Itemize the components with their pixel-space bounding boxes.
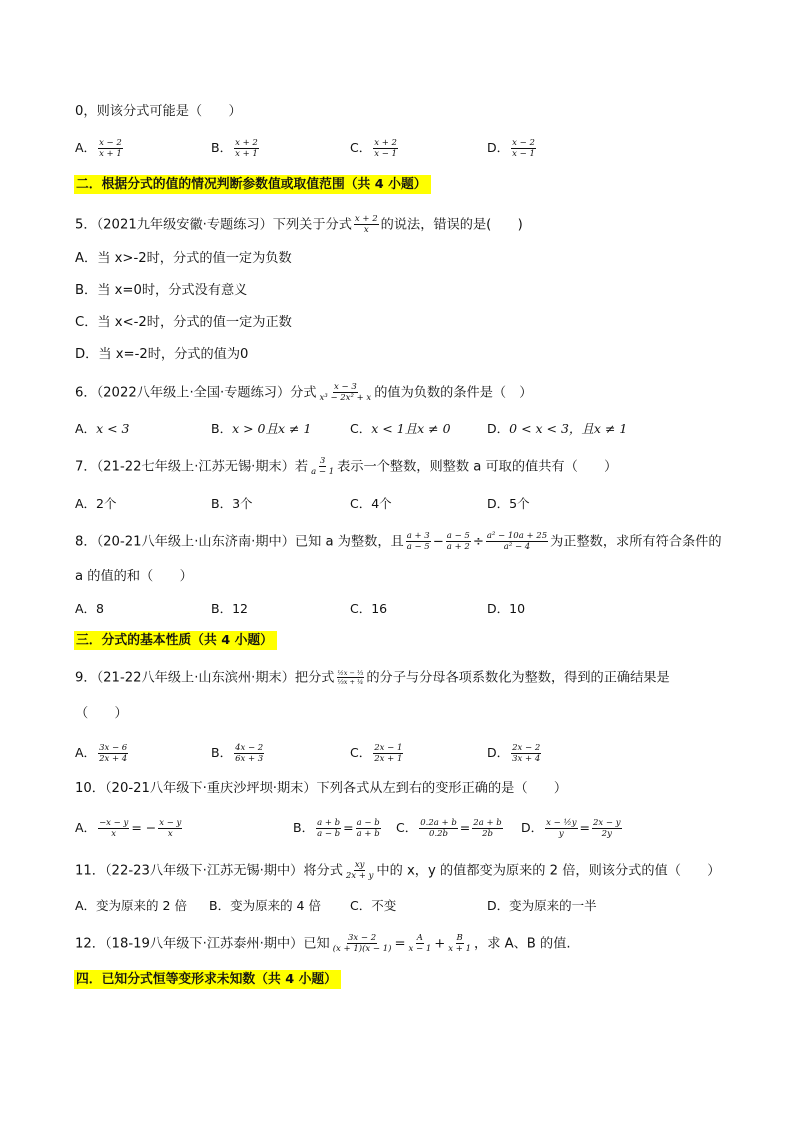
denominator: x + 1: [235, 149, 258, 159]
q5-option-a: A．当 x>-2时，分式的值一定为负数: [75, 251, 292, 266]
option-label: A．: [75, 745, 97, 760]
denominator: 6x + 3: [235, 754, 264, 764]
denominator: a² − 4: [503, 542, 531, 552]
numerator: 3x − 6: [99, 743, 128, 753]
fraction: [419, 818, 458, 839]
option-label: B．: [211, 421, 233, 436]
question-12: [75, 933, 571, 954]
section-heading-4: 四．已知分式恒等变形求未知数（共 4 小题）: [74, 970, 341, 989]
option-label: B．: [211, 140, 233, 155]
q7-option-a: A．2个: [75, 496, 117, 511]
question-text: 为正整数，求所有符合条件的: [550, 534, 722, 550]
question-10: 10．（20-21八年级下·重庆沙坪坝·期末）下列各式从左到右的变形正确的是（ ）: [75, 781, 568, 796]
denominator: 2x + y: [345, 871, 374, 881]
question-5: [75, 214, 523, 235]
numerator: a + 3: [406, 531, 430, 541]
question-11: [75, 860, 721, 881]
numerator: a² − 10a + 25: [486, 531, 548, 541]
denominator: a − b: [317, 829, 341, 839]
question-9-line-2: （ ）: [75, 706, 128, 721]
denominator: 2x + 4: [99, 754, 128, 764]
option-math: x < 3: [96, 421, 130, 436]
option-label: C．: [350, 421, 372, 436]
q10-option-b: [293, 818, 383, 839]
question-text: 中的 x，y 的值都变为原来的 2 倍，则该分式的值（ ）: [376, 863, 721, 879]
question-text: 9．（21-22八年级上·山东滨州·期末）把分式: [75, 670, 335, 686]
fraction: [98, 743, 128, 764]
fraction: [511, 743, 541, 764]
q8-option-c: C．16: [350, 601, 388, 616]
question-text: 7．（21-22七年级上·江苏无锡·期末）若: [75, 459, 309, 475]
q6-option-b: [211, 420, 311, 438]
q5-option-c: C．当 x<-2时，分式的值一定为正数: [75, 315, 292, 330]
compound-fraction: [337, 669, 365, 686]
question-text: 的值为负数的条件是（ ）: [374, 385, 533, 401]
operator: =: [579, 820, 590, 835]
fraction: [592, 818, 622, 839]
fraction: [316, 818, 341, 839]
q5-option-d: D．当 x=-2时，分式的值为0: [75, 347, 249, 362]
q5-option-b: B．当 x=0时，分式没有意义: [75, 283, 248, 298]
fraction: [98, 818, 129, 839]
numerator: x − 2: [512, 138, 535, 148]
question-7: [75, 456, 617, 477]
question-text: 11．（22-23八年级下·江苏无锡·期中）将分式: [75, 863, 343, 879]
denominator: 0.2b: [429, 829, 448, 839]
question-6: [75, 382, 532, 403]
numerator: 2x − 2: [512, 743, 541, 753]
q9-option-a: [75, 743, 130, 764]
numerator: x − 3: [334, 382, 357, 392]
q6-option-c: [350, 420, 451, 438]
fraction: [319, 382, 373, 403]
option-label: D．: [487, 745, 510, 760]
numerator: a − b: [356, 818, 380, 828]
fraction: [472, 818, 502, 839]
q7-option-d: D．5个: [487, 496, 530, 511]
q8-option-d: D．10: [487, 601, 526, 616]
q7-option-c: C．4个: [350, 496, 392, 511]
q11-option-a: A．变为原来的 2 倍: [75, 898, 187, 913]
question-text: 12．（18-19八年级下·江苏泰州·期中）已知: [75, 936, 330, 952]
operator: = −: [131, 820, 157, 835]
fraction: [158, 818, 182, 839]
q9-option-b: [211, 743, 266, 764]
numerator: 3x − 2: [348, 933, 377, 943]
numerator: x − y: [159, 818, 182, 828]
q6-option-d: [487, 420, 627, 438]
numerator: x − 2: [99, 138, 122, 148]
section-heading-2: 二．根据分式的值的情况判断参数值或取值范围（共 4 小题）: [74, 175, 431, 194]
fraction: [345, 860, 375, 881]
fraction: [447, 933, 472, 954]
fraction: [406, 531, 431, 552]
option-label: D．: [487, 140, 510, 155]
numerator: −x − y: [99, 818, 129, 828]
q8-option-a: A．8: [75, 601, 105, 616]
fraction: [486, 531, 548, 552]
numerator: 3: [319, 456, 326, 466]
q10-option-a: [75, 818, 184, 839]
denominator: x: [111, 829, 117, 839]
option-math: x < 1且x ≠ 0: [371, 421, 451, 436]
fraction: [332, 933, 393, 954]
denominator: x: [167, 829, 173, 839]
question-text: 5．（2021九年级安徽·专题练习）下列关于分式: [75, 217, 352, 233]
fraction: [408, 933, 433, 954]
question-8: 8．（20-21八年级上·山东济南·期中）已知 a 为整数，且 $\frac{a + 3}{a - 5}$ − $\frac{a - 5}{a + 2}$ ÷ $\frac{\text{a² − 10a + 25}}{\text{a² − 4}}$ 为正整数，求所有符合条件的: [75, 531, 722, 552]
option-label: D．: [487, 421, 510, 436]
option-label: C．: [396, 820, 418, 835]
numerator: 2a + b: [473, 818, 502, 828]
question-text: 6．（2022八年级上·全国·专题练习）分式: [75, 385, 317, 401]
numerator: a − 5: [446, 531, 470, 541]
question-text: 表示一个整数，则整数 a 可取的值共有（ ）: [337, 459, 618, 475]
denominator: 2y: [601, 829, 612, 839]
q11-option-b: B．变为原来的 4 倍: [209, 898, 321, 913]
option-label: D．: [521, 820, 544, 835]
denominator: 3x + 4: [512, 754, 541, 764]
denominator: x − 1: [408, 944, 432, 954]
denominator: (x + 1)(x − 1): [332, 944, 392, 954]
denominator: a − 1: [311, 467, 335, 477]
section-heading-3: 三．分式的基本性质（共 4 小题）: [74, 631, 277, 650]
numerator: xy: [354, 860, 365, 870]
numerator: x + 2: [374, 138, 397, 148]
fraction: [234, 138, 259, 159]
q10-option-c: [396, 818, 505, 839]
option-math: 0 < x < 3，且x ≠ 1: [509, 421, 628, 436]
fraction: [234, 743, 264, 764]
numerator: 4x − 2: [235, 743, 264, 753]
numerator: 2x − 1: [374, 743, 403, 753]
question-8-line-2: a 的值的和（ ）: [75, 569, 193, 584]
denominator: x − 1: [512, 149, 535, 159]
fraction: [545, 818, 577, 839]
q9-option-d: [487, 743, 543, 764]
numerator: A: [416, 933, 423, 943]
numerator: 0.2a + b: [420, 818, 457, 828]
option-label: A．: [75, 820, 97, 835]
denominator: x + 1: [448, 944, 472, 954]
fraction: [373, 743, 403, 764]
option-label: C．: [350, 745, 372, 760]
denominator: x: [363, 225, 369, 235]
question-text: 8．（20-21八年级上·山东济南·期中）已知 a 为整数，且: [75, 534, 404, 550]
operator: =: [343, 820, 354, 835]
fraction: [354, 214, 379, 235]
q6-option-a: [75, 420, 130, 438]
fraction: [310, 456, 335, 477]
denominator: a + 2: [446, 542, 470, 552]
q8-option-b: B．12: [211, 601, 248, 616]
q4-option-b: [211, 138, 261, 159]
numerator: ½x − ⅓: [337, 669, 364, 677]
operator: =: [459, 820, 471, 835]
denominator: x + 1: [99, 149, 122, 159]
denominator: ⅓x + ¼: [337, 678, 364, 686]
denominator: 2b: [482, 829, 493, 839]
q10-option-d: [521, 818, 624, 839]
option-label: A．: [75, 421, 97, 436]
question-text: 的分子与分母各项系数化为整数，得到的正确结果是: [366, 670, 670, 686]
numerator: x + 2: [235, 138, 258, 148]
denominator: a − 5: [406, 542, 430, 552]
q11-option-d: D．变为原来的一半: [487, 898, 597, 913]
q11-option-c: C．不变: [350, 898, 397, 913]
question-4-tail: 0，则该分式可能是（ ）: [75, 104, 242, 119]
fraction: [373, 138, 398, 159]
option-label: B．: [211, 745, 233, 760]
denominator: a + b: [356, 829, 380, 839]
operator: =: [394, 936, 406, 952]
question-9: [75, 669, 670, 688]
option-label: B．: [293, 820, 315, 835]
q7-option-b: B．3个: [211, 496, 253, 511]
denominator: 2x + 1: [374, 754, 403, 764]
fraction: [98, 138, 123, 159]
q9-option-c: [350, 743, 405, 764]
denominator: x − 1: [374, 149, 397, 159]
numerator: 2x − y: [593, 818, 621, 828]
option-math: x > 0且x ≠ 1: [232, 421, 312, 436]
numerator: x + 2: [354, 214, 378, 224]
denominator: x³ − 2x² + x: [319, 393, 372, 403]
option-label: A．: [75, 140, 97, 155]
operator: +: [434, 936, 446, 952]
q4-option-c: [350, 138, 400, 159]
denominator: y: [558, 829, 564, 839]
question-text: ，求 A、B 的值.: [474, 936, 571, 952]
q4-option-d: [487, 138, 538, 159]
fraction: [356, 818, 381, 839]
fraction: [511, 138, 536, 159]
numerator: a + b: [317, 818, 341, 828]
q4-option-a: [75, 138, 125, 159]
option-label: C．: [350, 140, 372, 155]
numerator: B: [456, 933, 463, 943]
fraction: [446, 531, 471, 552]
numerator: x − ½y: [546, 818, 577, 828]
question-text: 的说法，错误的是( ): [380, 217, 523, 233]
